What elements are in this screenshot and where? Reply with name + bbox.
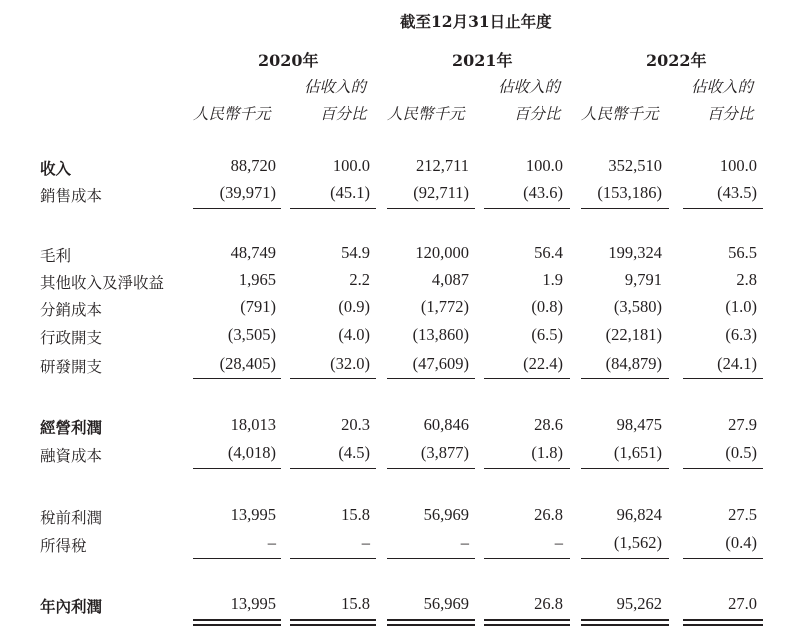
cell-pct-2020: 100.0 [332, 156, 370, 175]
pct-header-2021-line2: 百分比 [514, 105, 561, 123]
cell-amount-2020: – [267, 533, 276, 552]
cell-pct-2022: (43.5) [717, 183, 757, 202]
cell-pct-2020: 15.8 [341, 594, 370, 613]
subtotal-underline [387, 208, 475, 209]
cell-pct-2022: 27.9 [728, 415, 757, 434]
cell-pct-2021: 56.4 [534, 243, 563, 262]
double-underline [484, 619, 570, 621]
subtotal-underline [290, 378, 376, 379]
subtotal-underline [193, 208, 281, 209]
subtotal-underline [581, 468, 669, 469]
year-2022: 2022年 [646, 51, 707, 70]
cell-amount-2020: (39,971) [219, 183, 276, 202]
subtotal-underline [683, 468, 763, 469]
cell-pct-2020: 20.3 [341, 415, 370, 434]
year-2020: 2020年 [258, 51, 319, 70]
row-label: 經營利潤 [40, 418, 103, 437]
cell-amount-2021: (1,772) [420, 297, 469, 316]
cell-pct-2021: (6.5) [531, 325, 563, 344]
cell-amount-2021: 56,969 [423, 505, 469, 524]
cell-amount-2020: 13,995 [230, 505, 276, 524]
cell-amount-2020: 13,995 [230, 594, 276, 613]
row-label: 收入 [40, 159, 72, 178]
cell-pct-2020: (4.0) [338, 325, 370, 344]
row-label: 年內利潤 [40, 597, 103, 616]
row-label: 所得稅 [40, 537, 87, 555]
cell-pct-2022: 2.8 [736, 270, 757, 289]
subtotal-underline [484, 208, 570, 209]
cell-pct-2021: – [554, 533, 563, 552]
cell-pct-2021: 1.9 [542, 270, 563, 289]
cell-amount-2022: (153,186) [597, 183, 662, 202]
cell-pct-2022: 56.5 [728, 243, 757, 262]
subtotal-underline [484, 558, 570, 559]
cell-amount-2022: 95,262 [616, 594, 662, 613]
cell-pct-2020: (45.1) [330, 183, 370, 202]
cell-amount-2021: – [460, 533, 469, 552]
double-underline [581, 624, 669, 626]
double-underline [581, 619, 669, 621]
row-label: 其他收入及淨收益 [40, 274, 165, 292]
cell-amount-2022: (1,562) [613, 533, 662, 552]
cell-pct-2020: (0.9) [338, 297, 370, 316]
cell-pct-2021: (1.8) [531, 443, 563, 462]
cell-amount-2021: (47,609) [412, 354, 469, 373]
cell-pct-2022: (0.4) [725, 533, 757, 552]
row-label: 融資成本 [40, 447, 103, 465]
subtotal-underline [290, 558, 376, 559]
cell-amount-2020: 1,965 [238, 270, 276, 289]
amount-header-2020: 人民幣千元 [193, 105, 271, 123]
cell-amount-2021: (3,877) [420, 443, 469, 462]
cell-pct-2022: 27.5 [728, 505, 757, 524]
cell-pct-2022: 27.0 [728, 594, 757, 613]
double-underline [683, 624, 763, 626]
cell-amount-2022: (1,651) [613, 443, 662, 462]
pct-header-2022-line1: 佔收入的 [691, 78, 754, 96]
cell-pct-2020: (32.0) [330, 354, 370, 373]
amount-header-2022: 人民幣千元 [581, 105, 659, 123]
cell-amount-2021: 56,969 [423, 594, 469, 613]
subtotal-underline [193, 558, 281, 559]
pct-header-2020-line2: 百分比 [320, 105, 367, 123]
cell-amount-2022: 98,475 [616, 415, 662, 434]
cell-amount-2020: (28,405) [219, 354, 276, 373]
cell-amount-2020: (791) [240, 297, 276, 316]
subtotal-underline [683, 378, 763, 379]
double-underline [387, 624, 475, 626]
cell-pct-2022: (24.1) [717, 354, 757, 373]
row-label: 毛利 [40, 247, 72, 265]
cell-pct-2020: 2.2 [349, 270, 370, 289]
pct-header-2022-line2: 百分比 [707, 105, 754, 123]
subtotal-underline [581, 378, 669, 379]
cell-amount-2021: 212,711 [415, 156, 469, 175]
double-underline [193, 619, 281, 621]
cell-amount-2022: 199,324 [608, 243, 662, 262]
cell-pct-2022: (6.3) [725, 325, 757, 344]
cell-amount-2020: 18,013 [230, 415, 276, 434]
pct-header-2021-line1: 佔收入的 [498, 78, 561, 96]
cell-amount-2020: 88,720 [230, 156, 276, 175]
cell-amount-2020: 48,749 [230, 243, 276, 262]
subtotal-underline [193, 468, 281, 469]
cell-amount-2021: 120,000 [415, 243, 469, 262]
subtotal-underline [683, 208, 763, 209]
cell-pct-2020: (4.5) [338, 443, 370, 462]
cell-pct-2021: 26.8 [534, 594, 563, 613]
cell-pct-2021: (43.6) [523, 183, 563, 202]
subtotal-underline [484, 378, 570, 379]
amount-header-2021: 人民幣千元 [387, 105, 465, 123]
subtotal-underline [683, 558, 763, 559]
cell-pct-2021: (22.4) [523, 354, 563, 373]
cell-amount-2020: (4,018) [227, 443, 276, 462]
double-underline [193, 624, 281, 626]
subtotal-underline [387, 378, 475, 379]
cell-amount-2022: (22,181) [605, 325, 662, 344]
row-label: 行政開支 [40, 329, 103, 347]
row-label: 銷售成本 [40, 187, 103, 205]
period-header: 截至12月31日止年度 [400, 12, 552, 31]
year-2021: 2021年 [452, 51, 513, 70]
cell-pct-2020: 54.9 [341, 243, 370, 262]
cell-pct-2021: 28.6 [534, 415, 563, 434]
cell-pct-2022: (1.0) [725, 297, 757, 316]
cell-amount-2022: 352,510 [608, 156, 662, 175]
row-label: 研發開支 [40, 358, 103, 376]
cell-amount-2022: (84,879) [605, 354, 662, 373]
subtotal-underline [581, 208, 669, 209]
cell-pct-2021: 100.0 [525, 156, 563, 175]
cell-pct-2022: 100.0 [719, 156, 757, 175]
cell-amount-2022: 9,791 [624, 270, 662, 289]
cell-amount-2022: (3,580) [613, 297, 662, 316]
subtotal-underline [387, 558, 475, 559]
cell-pct-2021: 26.8 [534, 505, 563, 524]
cell-amount-2021: (92,711) [413, 183, 469, 202]
double-underline [290, 624, 376, 626]
row-label: 稅前利潤 [40, 509, 103, 527]
cell-amount-2021: (13,860) [412, 325, 469, 344]
subtotal-underline [290, 468, 376, 469]
double-underline [387, 619, 475, 621]
cell-amount-2021: 60,846 [423, 415, 469, 434]
subtotal-underline [193, 378, 281, 379]
double-underline [484, 624, 570, 626]
row-label: 分銷成本 [40, 301, 103, 319]
cell-pct-2020: – [361, 533, 370, 552]
cell-pct-2022: (0.5) [725, 443, 757, 462]
cell-amount-2020: (3,505) [227, 325, 276, 344]
cell-amount-2022: 96,824 [616, 505, 662, 524]
subtotal-underline [581, 558, 669, 559]
double-underline [683, 619, 763, 621]
subtotal-underline [290, 208, 376, 209]
subtotal-underline [387, 468, 475, 469]
cell-pct-2021: (0.8) [531, 297, 563, 316]
cell-amount-2021: 4,087 [431, 270, 469, 289]
cell-pct-2020: 15.8 [341, 505, 370, 524]
subtotal-underline [484, 468, 570, 469]
double-underline [290, 619, 376, 621]
pct-header-2020-line1: 佔收入的 [304, 78, 367, 96]
